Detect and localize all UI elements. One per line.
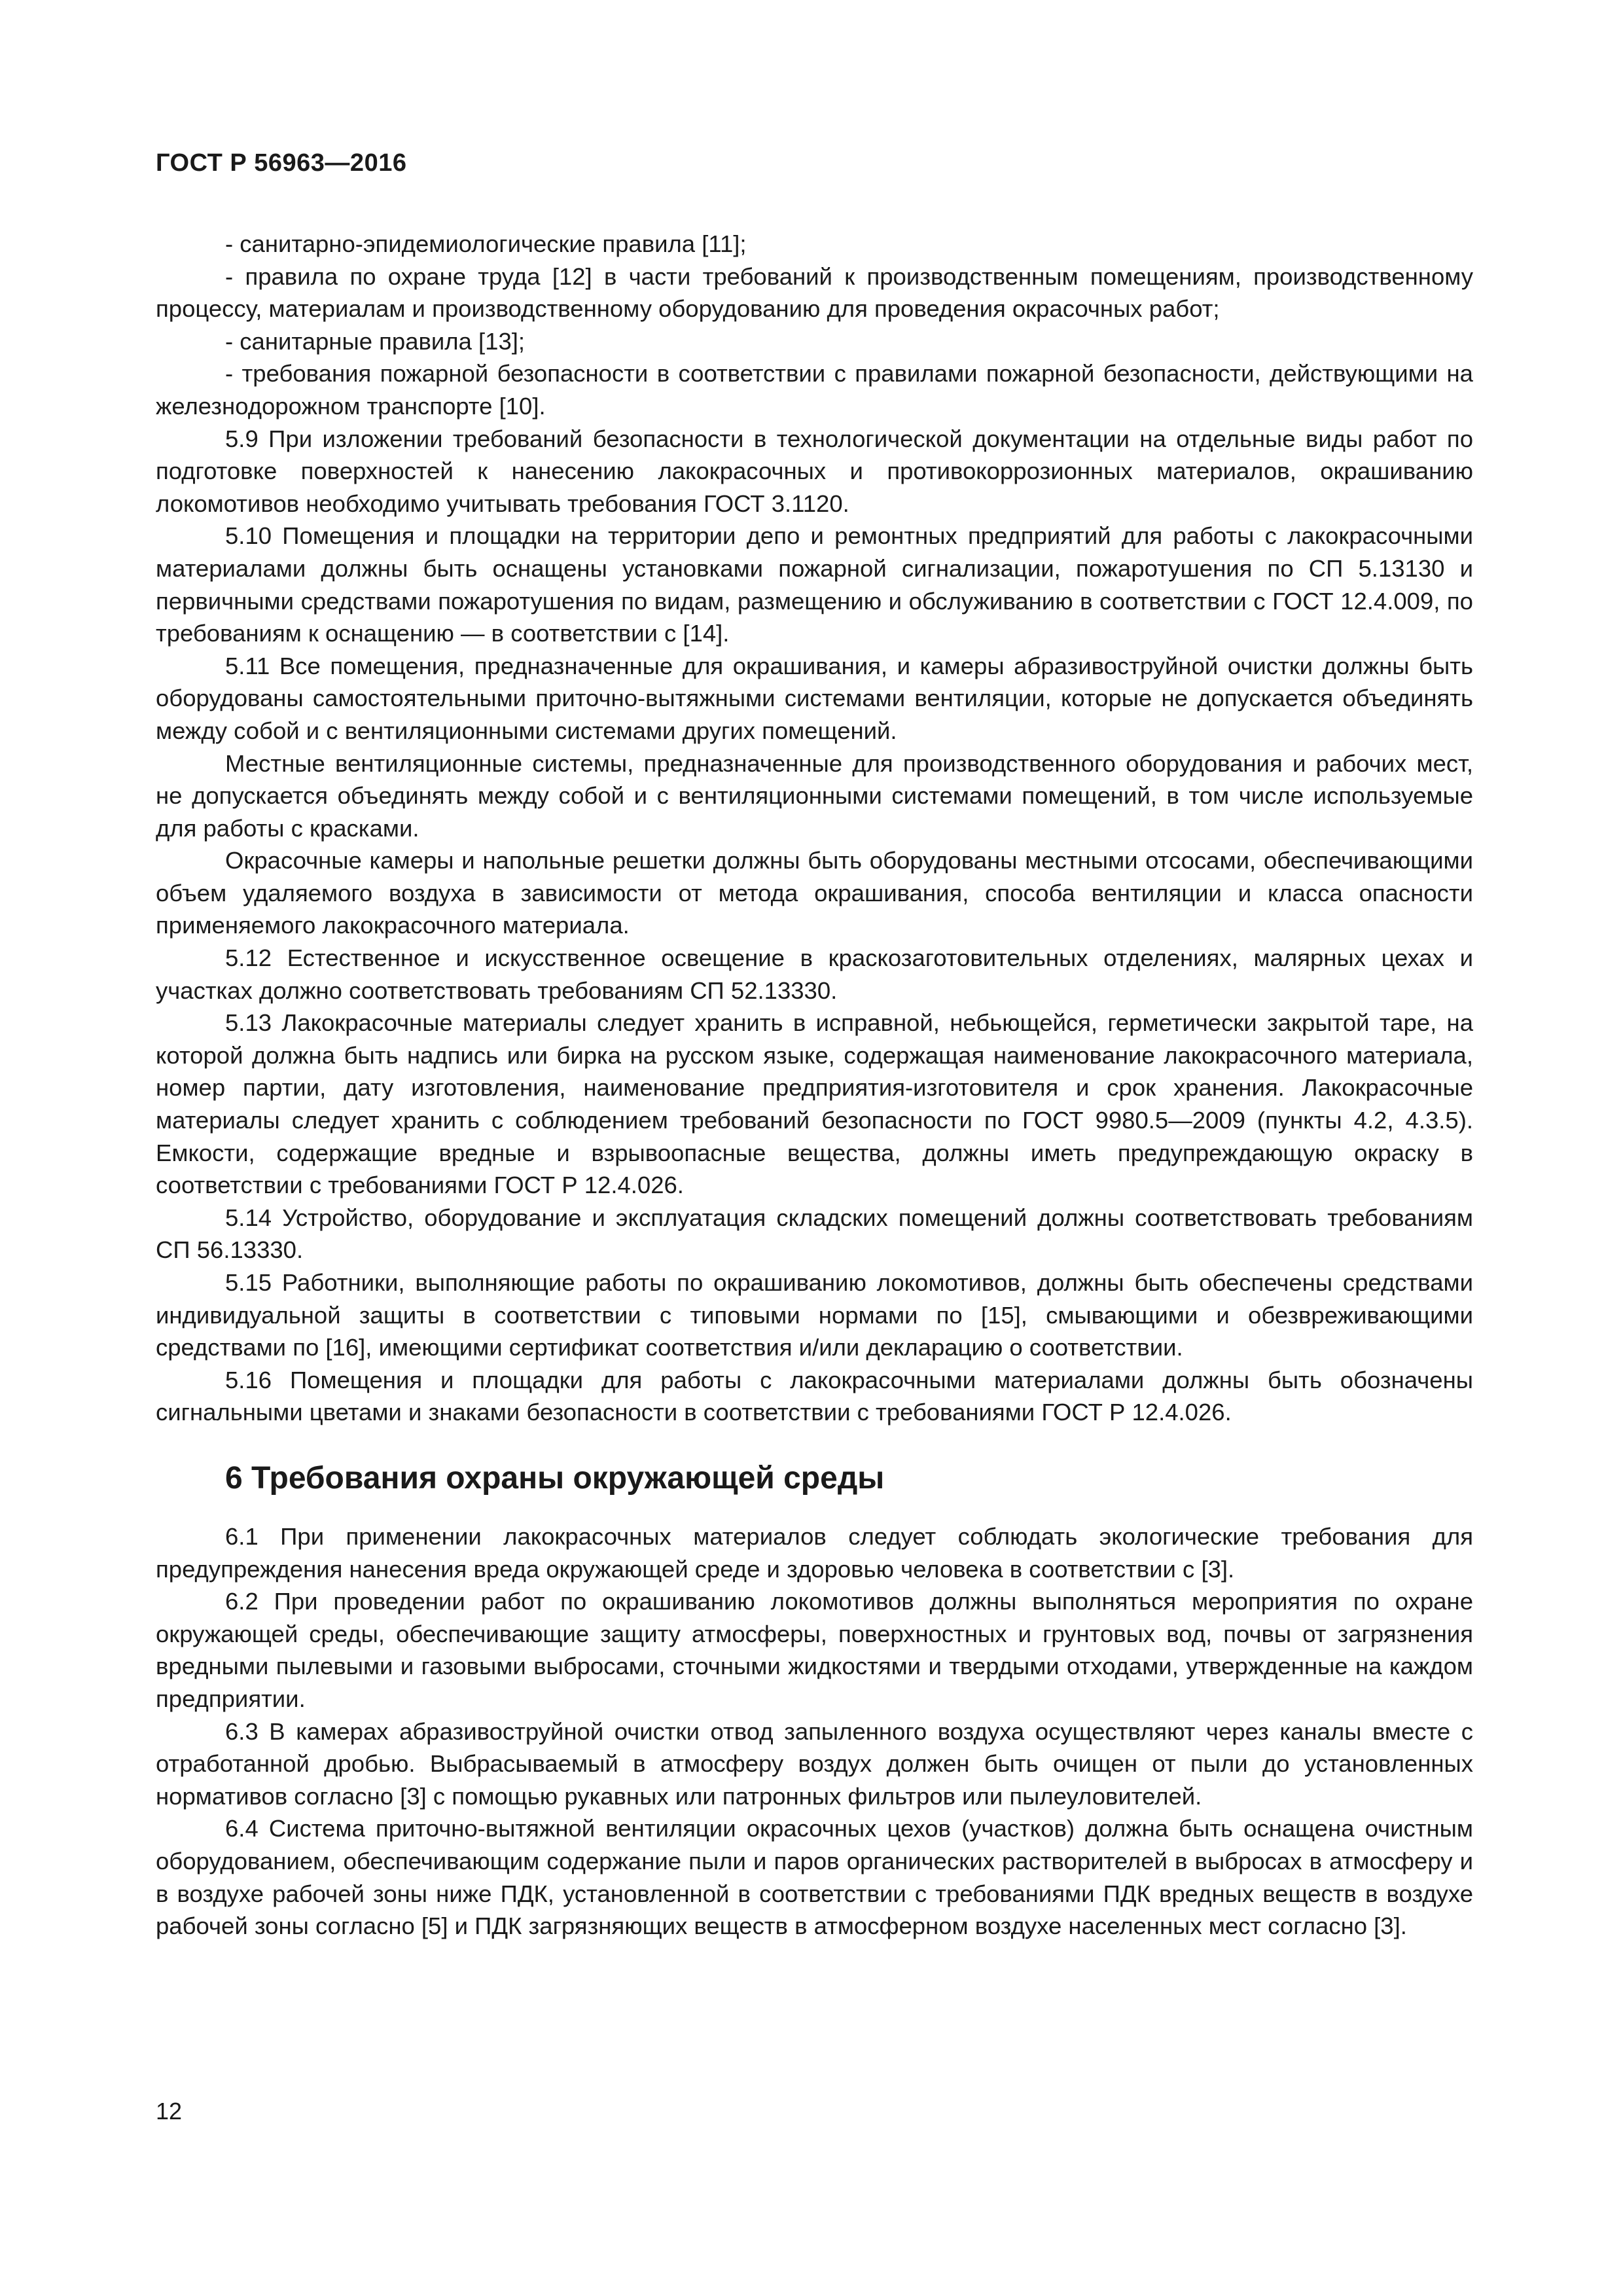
page-number: 12 <box>156 2098 183 2125</box>
section-heading: 6 Требования охраны окружающей среды <box>225 1460 885 1496</box>
paragraph: 5.15 Работники, выполняющие работы по окрашиванию локомотивов, должны быть обеспечены средствами индивидуальной защиты в соответствии с типовыми нормами по [15], смывающими и обезвреживающими средствами по [16], имеющими сертификат соответствия и/или декларацию о соответствии. <box>156 1269 1473 1361</box>
paragraph: 5.14 Устройство, оборудование и эксплуатация складских помещений должны соответствовать требованиям СП 56.13330. <box>156 1204 1473 1264</box>
paragraph: 5.12 Естественное и искусственное освещение в краскозаготовительных отделениях, малярных цехах и участках должно соответствовать требованиям СП 52.13330. <box>156 944 1473 1004</box>
paragraph: 5.13 Лакокрасочные материалы следует хранить в исправной, небьющейся, герметически закрытой таре, на которой должна быть надпись или бирка на русском языке, содержащая наименование лакокрасочного материала, номер партии, дату изготовления, наименование предприятия-изготовителя и срок хранения. Лакокрасочные материалы следует хранить с соблюдением требований безопасности по ГОСТ 9980.5—2009 (пункты 4.2, 4.3.5). Емкости, содержащие вредные и взрывоопасные вещества, должны иметь предупреждающую окраску в соответствии с требованиями ГОСТ Р 12.4.026. <box>156 1009 1473 1199</box>
paragraph: - требования пожарной безопасности в соответствии с правилами пожарной безопасности, действующими на железнодорожном транспорте [10]. <box>156 360 1473 420</box>
paragraph: 5.9 При изложении требований безопасности в технологической документации на отдельные виды работ по подготовке поверхностей к нанесению лакокрасочных и противокоррозионных материалов, окрашиванию локомотивов необходимо учитывать требования ГОСТ 3.1120. <box>156 425 1473 517</box>
paragraph: - санитарные правила [13]; <box>225 327 526 355</box>
paragraph: 6.2 При проведении работ по окрашиванию локомотивов должны выполняться мероприятия по охране окружающей среды, обеспечивающие защиту атмосферы, поверхностных и грунтовых вод, почвы от загрязнения вредными пылевыми и газовыми выбросами, сточными жидкостями и твердыми отходами, утвержденные на каждом предприятии. <box>156 1588 1473 1712</box>
document-header: ГОСТ Р 56963—2016 <box>156 149 407 177</box>
paragraph: - правила по охране труда [12] в части требований к производственным помещениям, производственному процессу, материалам и производственному оборудованию для проведения окрасочных работ; <box>156 262 1473 323</box>
document-body <box>156 228 1473 1943</box>
paragraph: - санитарно-эпидемиологические правила [11]; <box>225 230 747 257</box>
paragraph: 5.16 Помещения и площадки для работы с лакокрасочными материалами должны быть обозначены сигнальными цветами и знаками безопасности в соответствии с требованиями ГОСТ Р 12.4.026. <box>156 1366 1473 1426</box>
paragraph: 5.11 Все помещения, предназначенные для окрашивания, и камеры абразивоструйной очистки должны быть оборудованы самостоятельными приточно-вытяжными системами вентиляции, которые не допускается объединять между собой и с вентиляционными системами других помещений. <box>156 652 1473 744</box>
paragraph: 6.4 Система приточно-вытяжной вентиляции окрасочных цехов (участков) должна быть оснащена очистным оборудованием, обеспечивающим содержание пыли и паров органических растворителей в выбросах в атмосферу и в воздухе рабочей зоны ниже ПДК, установленной в соответствии с требованиями ПДК вредных веществ в воздухе рабочей зоны согласно [5] и ПДК загрязняющих веществ в атмосферном воздухе населенных мест согласно [3]. <box>156 1815 1473 1940</box>
paragraph: 5.10 Помещения и площадки на территории депо и ремонтных предприятий для работы с лакокрасочными материалами должны быть оснащены установками пожарной сигнализации, пожаротушения по СП 5.13130 и первичными средствами пожаротушения по видам, размещению и обслуживанию в соответствии с ГОСТ 12.4.009, по требованиям к оснащению — в соответствии с [14]. <box>156 522 1473 647</box>
paragraph: 6.1 При применении лакокрасочных материалов следует соблюдать экологические требования для предупреждения нанесения вреда окружающей среде и здоровью человека в соответствии с [3]. <box>156 1522 1473 1583</box>
paragraph: 6.3 В камерах абразивоструйной очистки отвод запыленного воздуха осуществляют через каналы вместе с отработанной дробью. Выбрасываемый в атмосферу воздух должен быть очищен от пыли до установленных нормативов согласно [3] с помощью рукавных или патронных фильтров или пылеуловителей. <box>156 1717 1473 1810</box>
paragraph: Окрасочные камеры и напольные решетки должны быть оборудованы местными отсосами, обеспечивающими объем удаляемого воздуха в зависимости от метода окрашивания, способа вентиляции и класса опасности применяемого лакокрасочного материала. <box>156 847 1473 939</box>
paragraph: Местные вентиляционные системы, предназначенные для производственного оборудования и рабочих мест, не допускается объединять между собой и с вентиляционными системами помещений, в том числе используемые для работы с красками. <box>156 749 1473 842</box>
